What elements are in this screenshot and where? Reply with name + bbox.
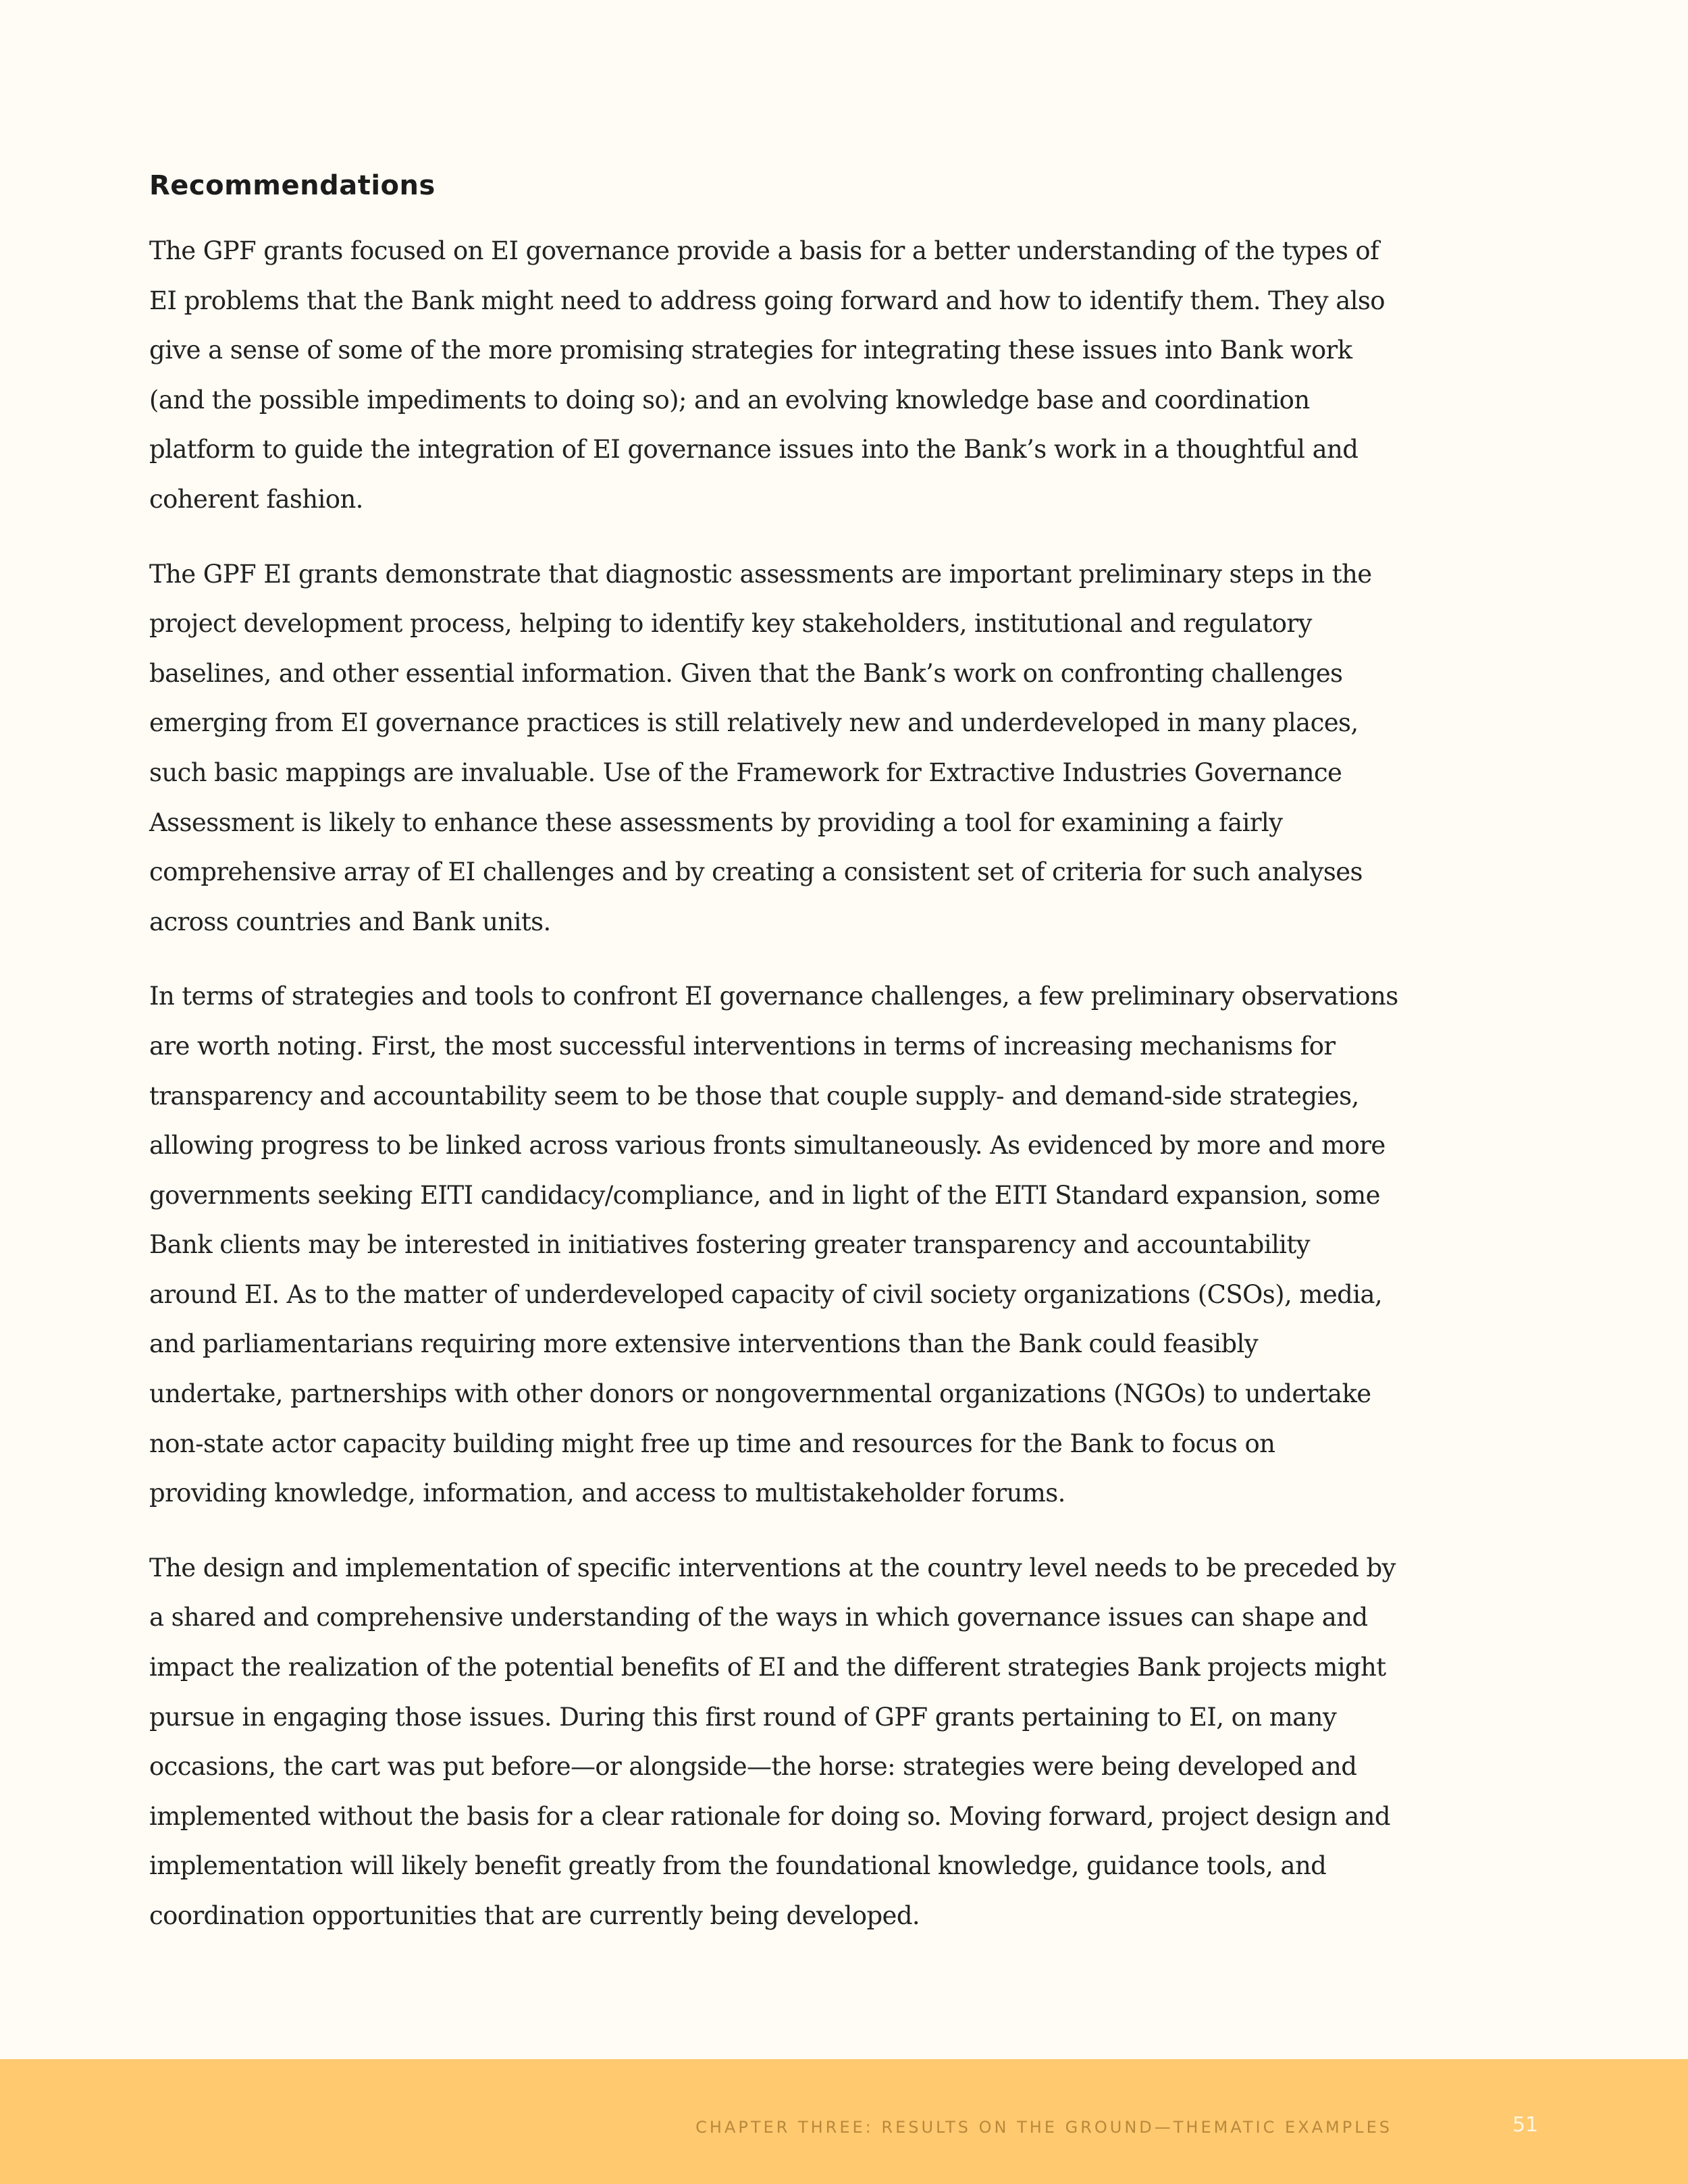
- section-heading: Recommendations: [149, 170, 436, 201]
- body-paragraph-3: In terms of strategies and tools to confront EI governance challenges, a few preliminary observations are worth noting. First, the most successful interventions in terms of increasing mechanisms for transparency and accountability seem to be those that couple supply- and demand-side strategies, allowing progress to be linked across various fronts simultaneously. As evidenced by more and more governments seeking EITI candidacy/compliance, and in light of the EITI Standard expansion, some Bank clients may be interested in initiatives fostering greater transparency and accountability around EI. As to the matter of underdeveloped capacity of civil society organizations (CSOs), media, and parliamentarians requiring more extensive interventions than the Bank could feasibly undertake, partnerships with other donors or nongovernmental organizations (NGOs) to undertake non-state actor capacity building might free up time and resources for the Bank to focus on providing knowledge, information, and access to multistakeholder forums.: [149, 982, 1398, 1508]
- footer-chapter-title: CHAPTER THREE: RESULTS ON THE GROUND—THEMATIC EXAMPLES: [695, 2118, 1392, 2137]
- footer-band: [0, 2059, 1688, 2184]
- page-number: 51: [1512, 2113, 1539, 2137]
- body-paragraph-1: The GPF grants focused on EI governance provide a basis for a better understanding of the types of EI problems that the Bank might need to address going forward and how to identify them. They also give a sense of some of the more promising strategies for integrating these issues into Bank work (and the possible impediments to doing so); and an evolving knowledge base and coordination platform to guide the integration of EI governance issues into the Bank’s work in a thoughtful and coherent fashion.: [149, 236, 1385, 514]
- body-paragraph-4: The design and implementation of specific interventions at the country level needs to be preceded by a shared and comprehensive understanding of the ways in which governance issues can shape and impact the realization of the potential benefits of EI and the different strategies Bank projects might pursue in engaging those issues. During this first round of GPF grants pertaining to EI, on many occasions, the cart was put before—or alongside—the horse: strategies were being developed and implemented without the basis for a clear rationale for doing so. Moving forward, project design and implementation will likely benefit greatly from the foundational knowledge, guidance tools, and coordination opportunities that are currently being developed.: [149, 1553, 1396, 1930]
- body-paragraph-2: The GPF EI grants demonstrate that diagnostic assessments are important preliminary steps in the project development process, helping to identify key stakeholders, institutional and regulatory baselines, and other essential information. Given that the Bank’s work on confronting challenges emerging from EI governance practices is still relatively new and underdeveloped in many places, such basic mappings are invaluable. Use of the Framework for Extractive Industries Governance Assessment is likely to enhance these assessments by providing a tool for examining a fairly comprehensive array of EI challenges and by creating a consistent set of criteria for such analyses across countries and Bank units.: [149, 559, 1372, 936]
- page-content: [149, 165, 1398, 1966]
